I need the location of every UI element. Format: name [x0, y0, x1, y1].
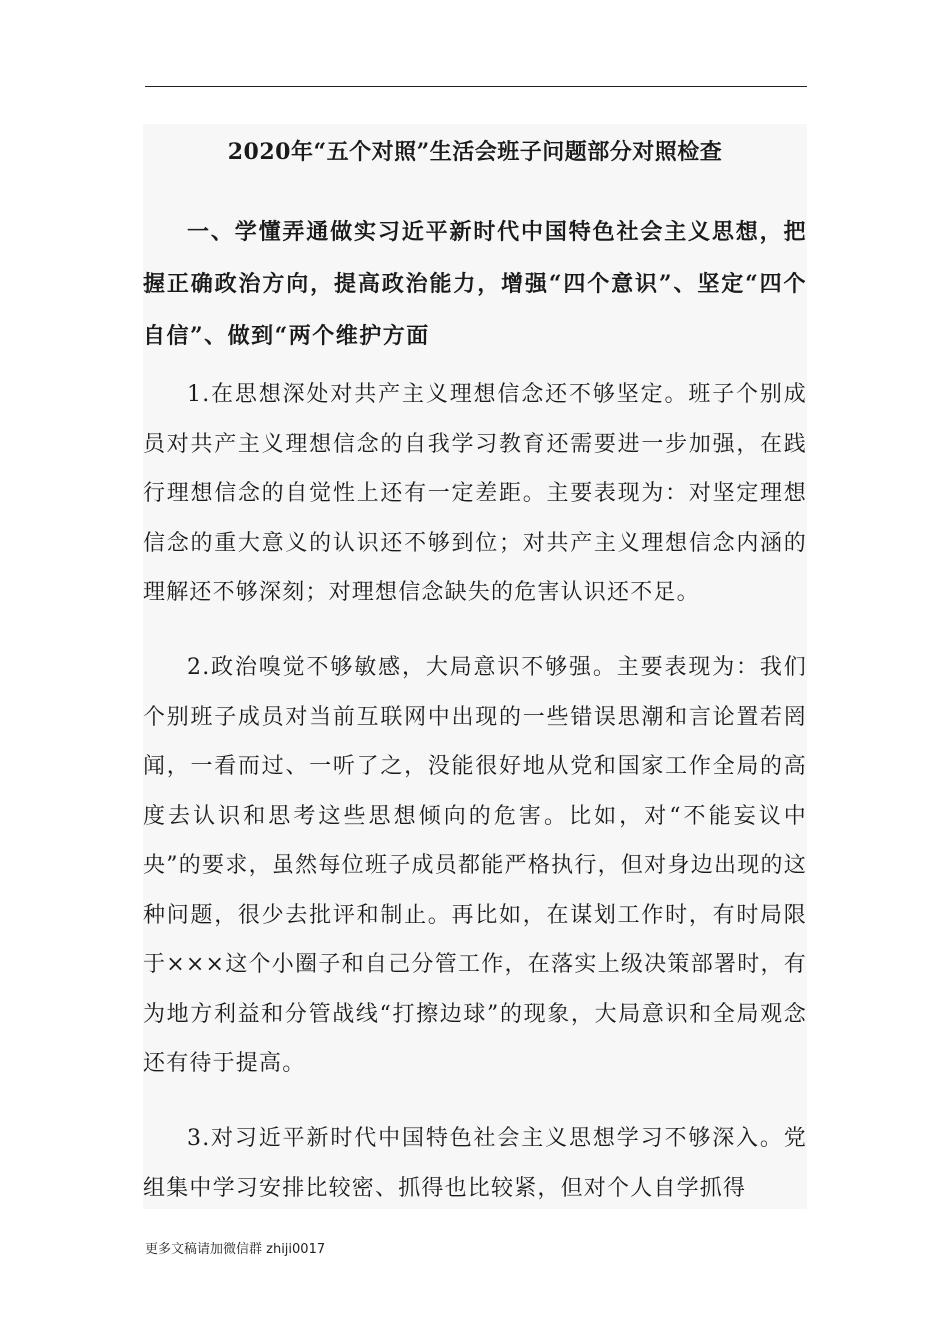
document-title: 2020年“五个对照”生活会班子问题部分对照检查 — [227, 139, 723, 165]
header-rule — [145, 86, 807, 87]
paragraph-3: 3.对习近平新时代中国特色社会主义思想学习不够深入。党组集中学习安排比较密、抓得也比较紧，但对个人自学抓得 — [143, 1126, 807, 1201]
footer-note: 更多文稿请加微信群 zhiji0017 — [145, 1242, 326, 1257]
paragraph-2: 2.政治嗅觉不够敏感，大局意识不够强。主要表现为：我们个别班子成员对当前互联网中出现的一些错误思潮和言论置若罔闻，一看而过、一听了之，没能很好地从党和国家工作全局的高度去认识和思考这些思想倾向的危害。比如，对“不能妄议中央”的要求，虽然每位班子成员都能严格执行，但对身边出现的这种问题，很少去批评和制止。再比如，在谋划工作时，有时局限于×××这个小圈子和自己分管工作，在落实上级决策部署时，有为地方利益和分管战线“打擦边球”的现象，大局意识和全局观念还有待于提高。 — [143, 655, 807, 1076]
section-heading: 一、学懂弄通做实习近平新时代中国特色社会主义思想，把握正确政治方向，提高政治能力，增强“四个意识”、坚定“四个自信”、做到“两个维护方面 — [143, 219, 807, 349]
paragraph-1: 1.在思想深处对共产主义理想信念还不够坚定。班子个别成员对共产主义理想信念的自我学习教育还需要进一步加强，在践行理想信念的自觉性上还有一定差距。主要表现为：对坚定理想信念的重大意义的认识还不够到位；对共产主义理想信念内涵的理解还不够深刻；对理想信念缺失的危害认识还不足。 — [143, 382, 807, 605]
document-body — [143, 124, 807, 1209]
